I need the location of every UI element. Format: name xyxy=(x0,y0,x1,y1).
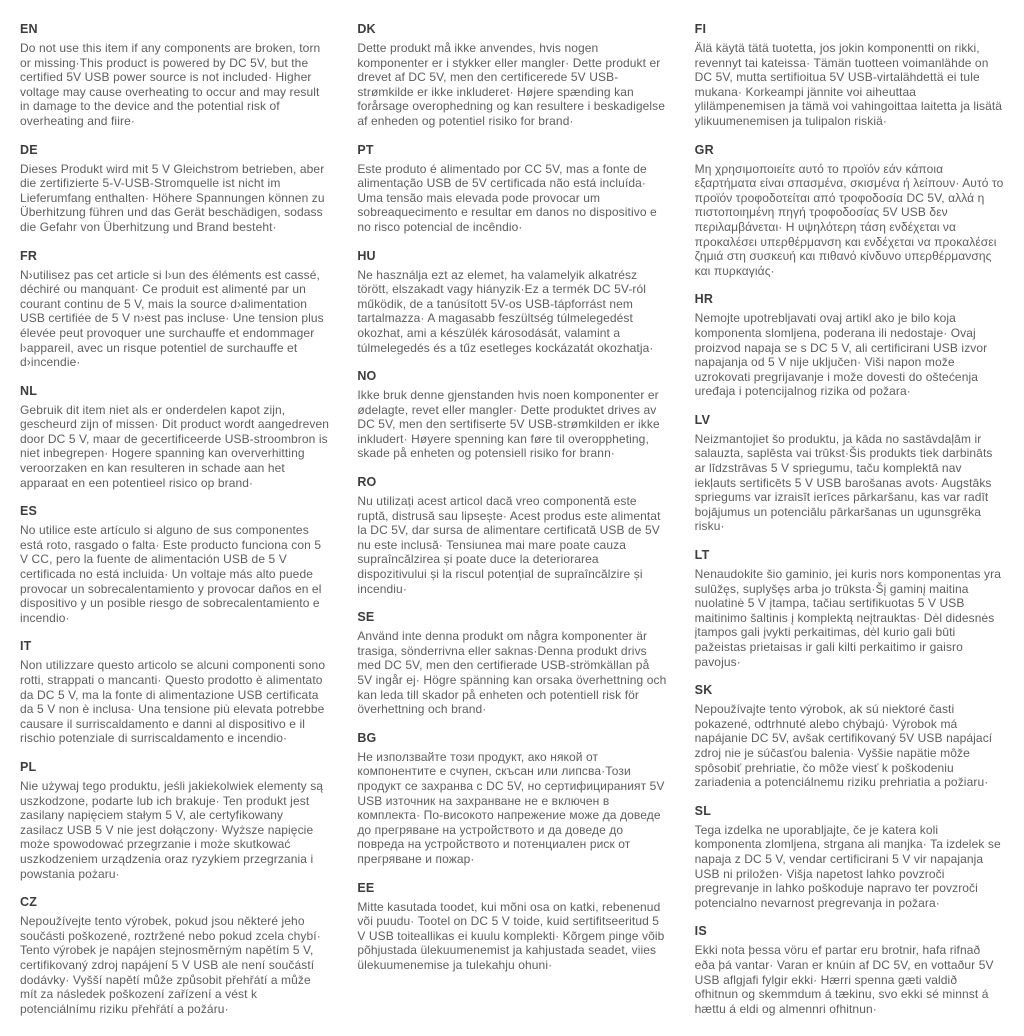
section-text-bg: Не използвайте този продукт, ако някой от компонентите е счупен, скъсан или липсва·Този продукт се захранва с DC 5V, но сертифицираният 5V USB източник на захранване не е включен в комплекта· По-високото напрежение може да доведе до прегряване на устройството и да доведе до повреда на устройството и потенциален риск от прегряване и пожар· xyxy=(357,749,665,866)
section-heading-nl: NL xyxy=(20,383,38,398)
section-heading-it: IT xyxy=(20,639,32,654)
section-text-fi: Älä käytä tätä tuotetta, jos jokin komponentti on rikki, revennyt tai kateissa· Tämän tuotteen voimanlähde on DC 5V, mutta sertifioitua 5V USB-virtalähdettä ei tule mukana· Korkeampi jännite voi aiheuttaa ylilämpenemisen ja tämä voi vahingoittaa laitetta ja lisätä ylikuumenemisen ja tulipalon riskiä· xyxy=(694,41,1003,128)
section-text-it: Non utilizzare questo articolo se alcuni componenti sono rotti, strappati o mancanti· Questo prodotto è alimentato da DC 5 V, ma la fonte di alimentazione USB certificata da 5 V non è inclusa· Una tensione più elevata potrebbe causare il surriscaldamento e danni al dispositivo e il rischio potenziale di surriscaldamento e incendio· xyxy=(20,658,326,746)
column-2 xyxy=(357,22,666,1016)
column-1 xyxy=(20,22,329,1016)
section-text-nl: Gebruik dit item niet als er onderdelen kapot zijn, gescheurd zijn of missen· Dit product wordt aangedreven door DC 5 V, maar de gecertificeerde USB-stroombron is niet inbegrepen· Hogere spanning kan oververhitting veroorzaken en kan resulteren in schade aan het apparaat en een potentieel risico op brand· xyxy=(20,402,329,490)
section-heading-en: EN xyxy=(20,22,38,36)
column-3 xyxy=(695,22,1004,1016)
section-text-lv: Neizmantojiet šo produktu, ja kāda no sastāvdaļām ir salauzta, saplēsta vai trūkst·Šis produkts tiek darbināts ar līdzstrāvas 5 V spriegumu, taču komplektā nav iekļauts sertificēts 5 V USB barošanas avots· Augstāks spriegums var izraisīt ierīces pārkaršanu, kas var radīt bojājumus un potenciālu pārkaršanas un ugunsgrēka risku· xyxy=(694,431,993,534)
section-text-pl: Nie używaj tego produktu, jeśli jakiekolwiek elementy są uszkodzone, podarte lub ich brakuje· Ten produkt jest zasilany napięciem stałym 5 V, ale certyfikowany zasilacz USB 5 V nie jest dołączony· Wyższe napięcie może spowodować przegrzanie i może skutkować uszkodzeniem urządzenia oraz ryzykiem przegrzania i powstania pożaru· xyxy=(20,778,324,881)
section-heading-is: IS xyxy=(694,924,707,939)
section-text-no: Ikke bruk denne gjenstanden hvis noen komponenter er ødelagte, revet eller mangler· Dette produktet drives av DC 5V, men den sertifiserte 5V USB-strømkilden er ikke inkludert· Høyere spenning kan føre til overoppheting, skade på enheten og potensiell risiko for brann· xyxy=(357,388,660,461)
section-heading-bg: BG xyxy=(357,730,377,745)
section-text-dk: Dette produkt må ikke anvendes, hvis nogen komponenter er i stykker eller mangler· Dette produkt er drevet af DC 5V, men den certificerede 5V USB-strømkilde er ikke inkluderet· Højere spænding kan forårsage overophedning og kan resultere i beskadigelse af enheden og potentiel risiko for brand· xyxy=(357,41,666,128)
section-text-hu: Ne használja ezt az elemet, ha valamelyik alkatrész törött, elszakadt vagy hiányzik·Ez a termék DC 5V-ról működik, de a tanúsított 5V-os USB-tápforrást nem tartalmazza· A magasabb feszültség túlmelegedést okozhat, ami a készülék károsodását, valamint a túlmelegedés és a tűz esetleges kockázatát okozhatja· xyxy=(357,267,654,355)
section-text-es: No utilice este artículo si alguno de sus componentes está roto, rasgado o falta· Este producto funciona con 5 V CC, pero la fuente de alimentación USB de 5 V certificada no está incluida· Un voltaje más alto puede provocar un sobrecalentamiento y provocar daños en el dispositivo y un posible riesgo de sobrecalentamiento e incendio· xyxy=(20,523,322,625)
section-text-ro: Nu utilizați acest articol dacă vreo componentă este ruptă, distrusă sau lipsește· Acest produs este alimentat la DC 5V, dar sursa de alimentare certificată USB de 5V nu este inclusă· Tensiunea mai mare poate cauza supraîncălzirea și poate duce la deteriorarea dispozitivului și la riscul potențial de supraîncălzire și incendiu· xyxy=(357,494,661,596)
section-heading-es: ES xyxy=(20,504,38,519)
section-heading-lt: LT xyxy=(694,548,710,563)
section-heading-dk: DK xyxy=(357,22,376,36)
section-heading-lv: LV xyxy=(694,412,711,427)
section-text-hr: Nemojte upotrebljavati ovaj artikl ako je bilo koja komponenta slomljena, poderana ili nedostaje· Ovaj proizvod napaja se s DC 5 V, ali certificirani USB izvor napajanja od 5 V nije uključen· Viši napon može uzrokovati pregrijavanje i može dovesti do oštećenja uređaja i potencijalnog rizika od požara· xyxy=(694,311,988,399)
section-heading-fr: FR xyxy=(20,248,38,263)
section-text-se: Använd inte denna produkt om några komponenter är trasiga, sönderrivna eller saknas·Denna produkt drivs med DC 5V, men den certifierade USB-strömkällan på 5V ingår ej· Högre spänning kan orsaka överhettning och kan leda till skador på enheten och potentiell risk för överhettning och brand· xyxy=(357,629,667,717)
section-heading-ee: EE xyxy=(357,880,375,895)
section-heading-sl: SL xyxy=(694,803,712,818)
section-text-is: Ekki nota þessa vöru ef partar eru brotnir, hafa rifnað eða þá vantar· Varan er knúin af DC 5V, en vottaður 5V USB aflgjafi fylgir ekki· Hærri spenna gæti valdið ofhitnun og skemmdum á tækinu, svo ekki sé minnst á hættu á eldi og almennri ofhitnun· xyxy=(694,943,994,1016)
section-heading-hr: HR xyxy=(694,292,714,307)
section-text-fr: N›utilisez pas cet article si l›un des éléments est cassé, déchiré ou manquant· Ce produit est alimenté par un courant continu de 5 V, mais la source d›alimentation USB certifiée de 5 V n›est pas incluse· Une tension plus élevée peut provoquer une surchauffe et endommager l›appareil, avec un risque potentiel de surchauffe et d›incendie· xyxy=(20,267,324,370)
section-heading-de: DE xyxy=(20,142,38,157)
section-heading-pt: PT xyxy=(357,142,374,157)
section-text-sk: Nepoužívajte tento výrobok, ak sú niektoré časti pokazené, odtrhnuté alebo chýbajú· Výrobok má napájanie DC 5V, avšak certifikovaný 5V USB napájací zdroj nie je súčasťou balenia· Vyššie napätie môže spôsobiť prehriatie, čo môže viesť k poškodeniu zariadenia a potenciálnemu riziku prehriatia a požiaru· xyxy=(694,702,993,790)
section-text-lt: Nenaudokite šio gaminio, jei kuris nors komponentas yra sulūžęs, suplyšęs arba jo trūksta·Šį gaminį maitina nuolatinė 5 V įtampa, tačiau sertifikuotas 5 V USB maitinimo šaltinis į komplektą neįtrauktas· Dėl didesnės įtampos gali įvykti perkaitimas, dėl kurio gali būti pažeistas prietaisas ir gali kilti perkaitimo ir gaisro pavojus· xyxy=(694,567,1001,669)
section-heading-hu: HU xyxy=(357,248,376,263)
section-heading-no: NO xyxy=(357,369,377,384)
section-heading-fi: FI xyxy=(694,22,707,36)
section-text-pt: Este produto é alimentado por CC 5V, mas a fonte de alimentação USB de 5V certificada não está incluída· Uma tensão mais elevada pode provocar um sobreaquecimento e resultar em danos no dispositivo e no risco potencial de incêndio· xyxy=(357,161,657,234)
section-heading-sk: SK xyxy=(694,683,713,698)
section-heading-pl: PL xyxy=(20,759,37,774)
section-text-sl: Tega izdelka ne uporabljajte, če je katera koli komponenta zlomljena, strgana ali manjka· Ta izdelek se napaja z DC 5 V, vendar certificirani 5 V vir napajanja USB ni priložen· Višja napetost lahko povzroči pregrevanje in lahko poškoduje napravo ter povzroči potencialno nevarnost pregrevanja in požara· xyxy=(694,822,1001,910)
section-text-de: Dieses Produkt wird mit 5 V Gleichstrom betrieben, aber die zertifizierte 5-V-USB-Stromquelle ist nicht im Lieferumfang enthalten· Höhere Spannungen können zu Überhitzung führen und das Gerät beschädigen, sodass die Gefahr von Überhitzung und Brand besteht· xyxy=(20,161,325,234)
section-text-gr: Μη χρησιμοποιείτε αυτό το προϊόν εάν κάποια εξαρτήματα είναι σπασμένα, σκισμένα ή λείπουν· Αυτό το προϊόν τροφοδοτείται από τροφοδοσία DC 5V, αλλά η πιστοποιημένη πηγή τροφοδοσίας 5V USB δεν περιλαμβάνεται· Η υψηλότερη τάση ενδέχεται να προκαλέσει υπερθέρμανση και ενδέχεται να προκαλέσει ζημιά στη συσκευή και πιθανό κίνδυνο υπερθέρμανσης και πυρκαγιάς· xyxy=(694,161,1004,278)
section-text-en: Do not use this item if any components are broken, torn or missing·This product is powered by DC 5V, but the certified 5V USB power source is not included· Higher voltage may cause overheating to occur and may result in damage to the device and the potential risk of overheating and fiire· xyxy=(20,41,321,128)
section-heading-se: SE xyxy=(357,610,375,625)
section-text-ee: Mitte kasutada toodet, kui mõni osa on katki, rebenenud või puudu· Tootel on DC 5 V toide, kuid sertifitseeritud 5 V USB toiteallikas ei kuulu komplekti· Kõrgem pinge võib põhjustada ülekuumenemist ja kahjustada seadet, viies ülekuumenemise ja tulekahju ohuni· xyxy=(357,899,665,972)
section-text-cz: Nepoužívejte tento výrobek, pokud jsou některé jeho součásti poškozené, roztržené nebo pokud zcela chybí· Tento výrobek je napájen stejnosměrným napětím 5 V, certifikovaný zdroj napájení 5 V USB ale není součástí dodávky· Vyšší napětí může způsobit přehřátí a může mít za následek poškození zařízení a vést k potenciálnímu riziku přehřátí a požáru· xyxy=(20,914,321,1016)
section-heading-cz: CZ xyxy=(20,895,38,910)
section-heading-gr: GR xyxy=(694,142,714,157)
section-heading-ro: RO xyxy=(357,475,377,490)
